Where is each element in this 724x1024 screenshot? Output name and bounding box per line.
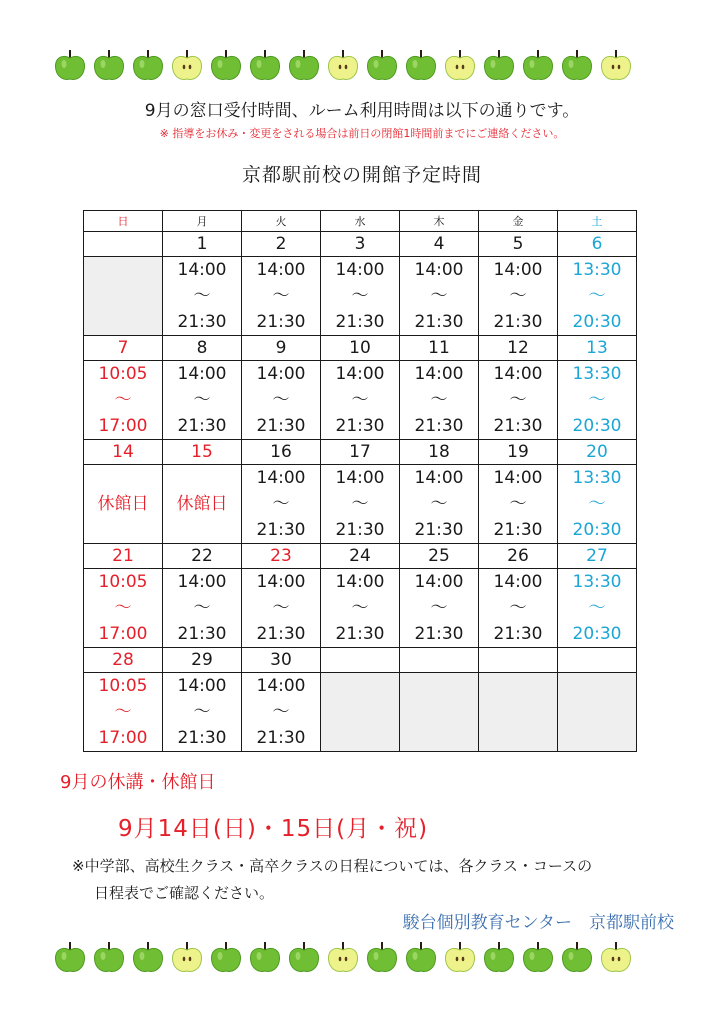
close-time: 21:30 (335, 312, 385, 332)
date-6: 6 (558, 232, 637, 257)
open-time: 14:00 (256, 676, 306, 696)
footnote-line: ※中学部、高校生クラス・高卒クラスの日程については、各クラス・コースの (72, 857, 593, 875)
hours-1 (163, 257, 242, 336)
open-time: 13:30 (572, 260, 622, 280)
date-21: 21 (84, 544, 163, 569)
green-apple-icon (522, 48, 554, 82)
open-time: 14:00 (493, 260, 543, 280)
green-apple-icon (249, 48, 281, 82)
close-time: 21:30 (177, 624, 227, 644)
weekday-sat: 土 (558, 211, 637, 232)
close-time: 21:30 (256, 312, 306, 332)
schedule-footnote (72, 853, 592, 907)
tilde: ～ (193, 702, 211, 722)
open-time: 14:00 (177, 364, 227, 384)
tilde: ～ (351, 494, 369, 514)
hours-13 (558, 361, 637, 440)
hours-11 (400, 361, 479, 440)
open-time: 14:00 (493, 364, 543, 384)
date-20: 20 (558, 440, 637, 465)
hours-cell-empty (84, 257, 163, 336)
green-apple-icon (210, 48, 242, 82)
close-time: 21:30 (493, 624, 543, 644)
cut-apple-icon (171, 48, 203, 82)
open-time: 14:00 (256, 260, 306, 280)
open-time: 13:30 (572, 364, 622, 384)
hours-18 (400, 465, 479, 544)
hours-8 (163, 361, 242, 440)
calendar-title: 京都駅前校の開館予定時間 (241, 164, 482, 186)
tilde: ～ (272, 390, 290, 410)
green-apple-icon (522, 940, 554, 974)
green-apple-icon (366, 48, 398, 82)
week5-hours-row (84, 673, 637, 752)
hours-29 (163, 673, 242, 752)
hours-20 (558, 465, 637, 544)
green-apple-icon (210, 940, 242, 974)
open-time: 14:00 (177, 572, 227, 592)
hours-cell-empty (400, 673, 479, 752)
hours-21 (84, 569, 163, 648)
week1-date-row (84, 232, 637, 257)
hours-24 (321, 569, 400, 648)
date-2: 2 (242, 232, 321, 257)
open-time: 14:00 (335, 260, 385, 280)
open-time: 14:00 (414, 468, 464, 488)
tilde: ～ (193, 598, 211, 618)
open-time: 10:05 (98, 572, 148, 592)
date-17: 17 (321, 440, 400, 465)
tilde: ～ (430, 598, 448, 618)
date-cell-empty (321, 648, 400, 673)
tilde: ～ (588, 390, 606, 410)
footnote-line: 日程表でご確認ください。 (94, 884, 275, 902)
date-24: 24 (321, 544, 400, 569)
open-time: 14:00 (335, 364, 385, 384)
open-time: 14:00 (414, 260, 464, 280)
date-cell-empty (400, 648, 479, 673)
holiday-dates: 9月14日(日)・15日(月・祝) (118, 816, 429, 842)
green-apple-icon (93, 48, 125, 82)
cut-apple-icon (444, 48, 476, 82)
date-3: 3 (321, 232, 400, 257)
close-time: 20:30 (572, 312, 622, 332)
date-11: 11 (400, 336, 479, 361)
hours-5 (479, 257, 558, 336)
hours-22 (163, 569, 242, 648)
date-16: 16 (242, 440, 321, 465)
open-time: 13:30 (572, 468, 622, 488)
close-time: 21:30 (177, 416, 227, 436)
tilde: ～ (193, 390, 211, 410)
cut-apple-icon (444, 940, 476, 974)
open-time: 14:00 (256, 468, 306, 488)
hours-27 (558, 569, 637, 648)
weekday-tue: 火 (242, 211, 321, 232)
date-7: 7 (84, 336, 163, 361)
green-apple-icon (54, 48, 86, 82)
date-9: 9 (242, 336, 321, 361)
date-13: 13 (558, 336, 637, 361)
hours-cell-empty (558, 673, 637, 752)
open-time: 14:00 (177, 676, 227, 696)
weekday-thu: 木 (400, 211, 479, 232)
green-apple-icon (561, 940, 593, 974)
school-name: 駿台個別教育センター 京都駅前校 (402, 913, 674, 933)
tilde: ～ (351, 598, 369, 618)
hours-16 (242, 465, 321, 544)
weekday-fri: 金 (479, 211, 558, 232)
open-time: 10:05 (98, 364, 148, 384)
week4-date-row (84, 544, 637, 569)
close-time: 21:30 (177, 312, 227, 332)
date-1: 1 (163, 232, 242, 257)
open-time: 14:00 (335, 572, 385, 592)
tilde: ～ (430, 286, 448, 306)
tilde: ～ (509, 494, 527, 514)
tilde: ～ (588, 598, 606, 618)
close-time: 21:30 (493, 312, 543, 332)
green-apple-icon (288, 48, 320, 82)
tilde: ～ (509, 598, 527, 618)
close-time: 21:30 (256, 728, 306, 748)
date-4: 4 (400, 232, 479, 257)
date-26: 26 (479, 544, 558, 569)
opening-hours-calendar (83, 210, 637, 752)
week2-hours-row (84, 361, 637, 440)
week1-hours-row (84, 257, 637, 336)
hours-cell-empty (321, 673, 400, 752)
close-time: 17:00 (98, 416, 148, 436)
hours-17 (321, 465, 400, 544)
weekday-mon: 月 (163, 211, 242, 232)
close-time: 21:30 (335, 416, 385, 436)
close-time: 17:00 (98, 624, 148, 644)
open-time: 14:00 (177, 260, 227, 280)
cut-apple-icon (327, 48, 359, 82)
hours-25 (400, 569, 479, 648)
tilde: ～ (351, 390, 369, 410)
close-time: 21:30 (414, 624, 464, 644)
close-time: 21:30 (256, 416, 306, 436)
date-29: 29 (163, 648, 242, 673)
close-time: 21:30 (177, 728, 227, 748)
close-time: 21:30 (414, 416, 464, 436)
tilde: ～ (588, 494, 606, 514)
close-time: 17:00 (98, 728, 148, 748)
tilde: ～ (272, 702, 290, 722)
open-time: 10:05 (98, 676, 148, 696)
holiday-heading: 9月の休講・休館日 (60, 772, 216, 793)
date-14: 14 (84, 440, 163, 465)
green-apple-icon (54, 940, 86, 974)
week5-date-row (84, 648, 637, 673)
closed-day-label: 休館日 (84, 465, 163, 544)
hours-3 (321, 257, 400, 336)
date-19: 19 (479, 440, 558, 465)
date-cell-empty (558, 648, 637, 673)
tilde: ～ (114, 702, 132, 722)
date-30: 30 (242, 648, 321, 673)
green-apple-icon (483, 48, 515, 82)
date-12: 12 (479, 336, 558, 361)
green-apple-icon (132, 940, 164, 974)
tilde: ～ (114, 598, 132, 618)
date-5: 5 (479, 232, 558, 257)
green-apple-icon (288, 940, 320, 974)
date-28: 28 (84, 648, 163, 673)
green-apple-icon (366, 940, 398, 974)
apple-border-bottom (54, 940, 632, 974)
week3-date-row (84, 440, 637, 465)
hours-28 (84, 673, 163, 752)
week2-date-row (84, 336, 637, 361)
hours-2 (242, 257, 321, 336)
cut-apple-icon (171, 940, 203, 974)
open-time: 14:00 (256, 572, 306, 592)
cut-apple-icon (327, 940, 359, 974)
tilde: ～ (114, 390, 132, 410)
close-time: 20:30 (572, 416, 622, 436)
date-27: 27 (558, 544, 637, 569)
date-23: 23 (242, 544, 321, 569)
hours-19 (479, 465, 558, 544)
tilde: ～ (509, 286, 527, 306)
open-time: 13:30 (572, 572, 622, 592)
close-time: 21:30 (335, 520, 385, 540)
date-cell-empty (84, 232, 163, 257)
date-8: 8 (163, 336, 242, 361)
close-time: 21:30 (414, 520, 464, 540)
closed-day-label: 休館日 (163, 465, 242, 544)
open-time: 14:00 (493, 468, 543, 488)
close-time: 21:30 (335, 624, 385, 644)
close-time: 20:30 (572, 624, 622, 644)
close-time: 21:30 (414, 312, 464, 332)
date-25: 25 (400, 544, 479, 569)
tilde: ～ (193, 286, 211, 306)
open-time: 14:00 (493, 572, 543, 592)
tilde: ～ (430, 390, 448, 410)
week4-hours-row (84, 569, 637, 648)
tilde: ～ (272, 494, 290, 514)
tilde: ～ (272, 598, 290, 618)
close-time: 20:30 (572, 520, 622, 540)
green-apple-icon (483, 940, 515, 974)
green-apple-icon (93, 940, 125, 974)
hours-26 (479, 569, 558, 648)
date-22: 22 (163, 544, 242, 569)
date-cell-empty (479, 648, 558, 673)
weekday-header-row (84, 211, 637, 232)
open-time: 14:00 (414, 364, 464, 384)
hours-4 (400, 257, 479, 336)
hours-23 (242, 569, 321, 648)
tilde: ～ (588, 286, 606, 306)
hours-30 (242, 673, 321, 752)
apple-border-top (54, 48, 632, 82)
intro-text: 9月の窓口受付時間、ルーム利用時間は以下の通りです。 (144, 101, 580, 121)
tilde: ～ (272, 286, 290, 306)
date-15: 15 (163, 440, 242, 465)
green-apple-icon (132, 48, 164, 82)
open-time: 14:00 (335, 468, 385, 488)
cut-apple-icon (600, 940, 632, 974)
close-time: 21:30 (493, 416, 543, 436)
date-18: 18 (400, 440, 479, 465)
hours-6 (558, 257, 637, 336)
green-apple-icon (561, 48, 593, 82)
date-10: 10 (321, 336, 400, 361)
green-apple-icon (405, 940, 437, 974)
cut-apple-icon (600, 48, 632, 82)
weekday-wed: 水 (321, 211, 400, 232)
contact-note: ※ 指導をお休み・変更をされる場合は前日の閉館1時間前までにご連絡ください。 (159, 127, 565, 140)
close-time: 21:30 (256, 520, 306, 540)
green-apple-icon (405, 48, 437, 82)
weekday-sun: 日 (84, 211, 163, 232)
week3-hours-row (84, 465, 637, 544)
tilde: ～ (509, 390, 527, 410)
hours-10 (321, 361, 400, 440)
tilde: ～ (430, 494, 448, 514)
tilde: ～ (351, 286, 369, 306)
open-time: 14:00 (256, 364, 306, 384)
hours-cell-empty (479, 673, 558, 752)
hours-9 (242, 361, 321, 440)
hours-7 (84, 361, 163, 440)
close-time: 21:30 (256, 624, 306, 644)
green-apple-icon (249, 940, 281, 974)
close-time: 21:30 (493, 520, 543, 540)
open-time: 14:00 (414, 572, 464, 592)
hours-12 (479, 361, 558, 440)
